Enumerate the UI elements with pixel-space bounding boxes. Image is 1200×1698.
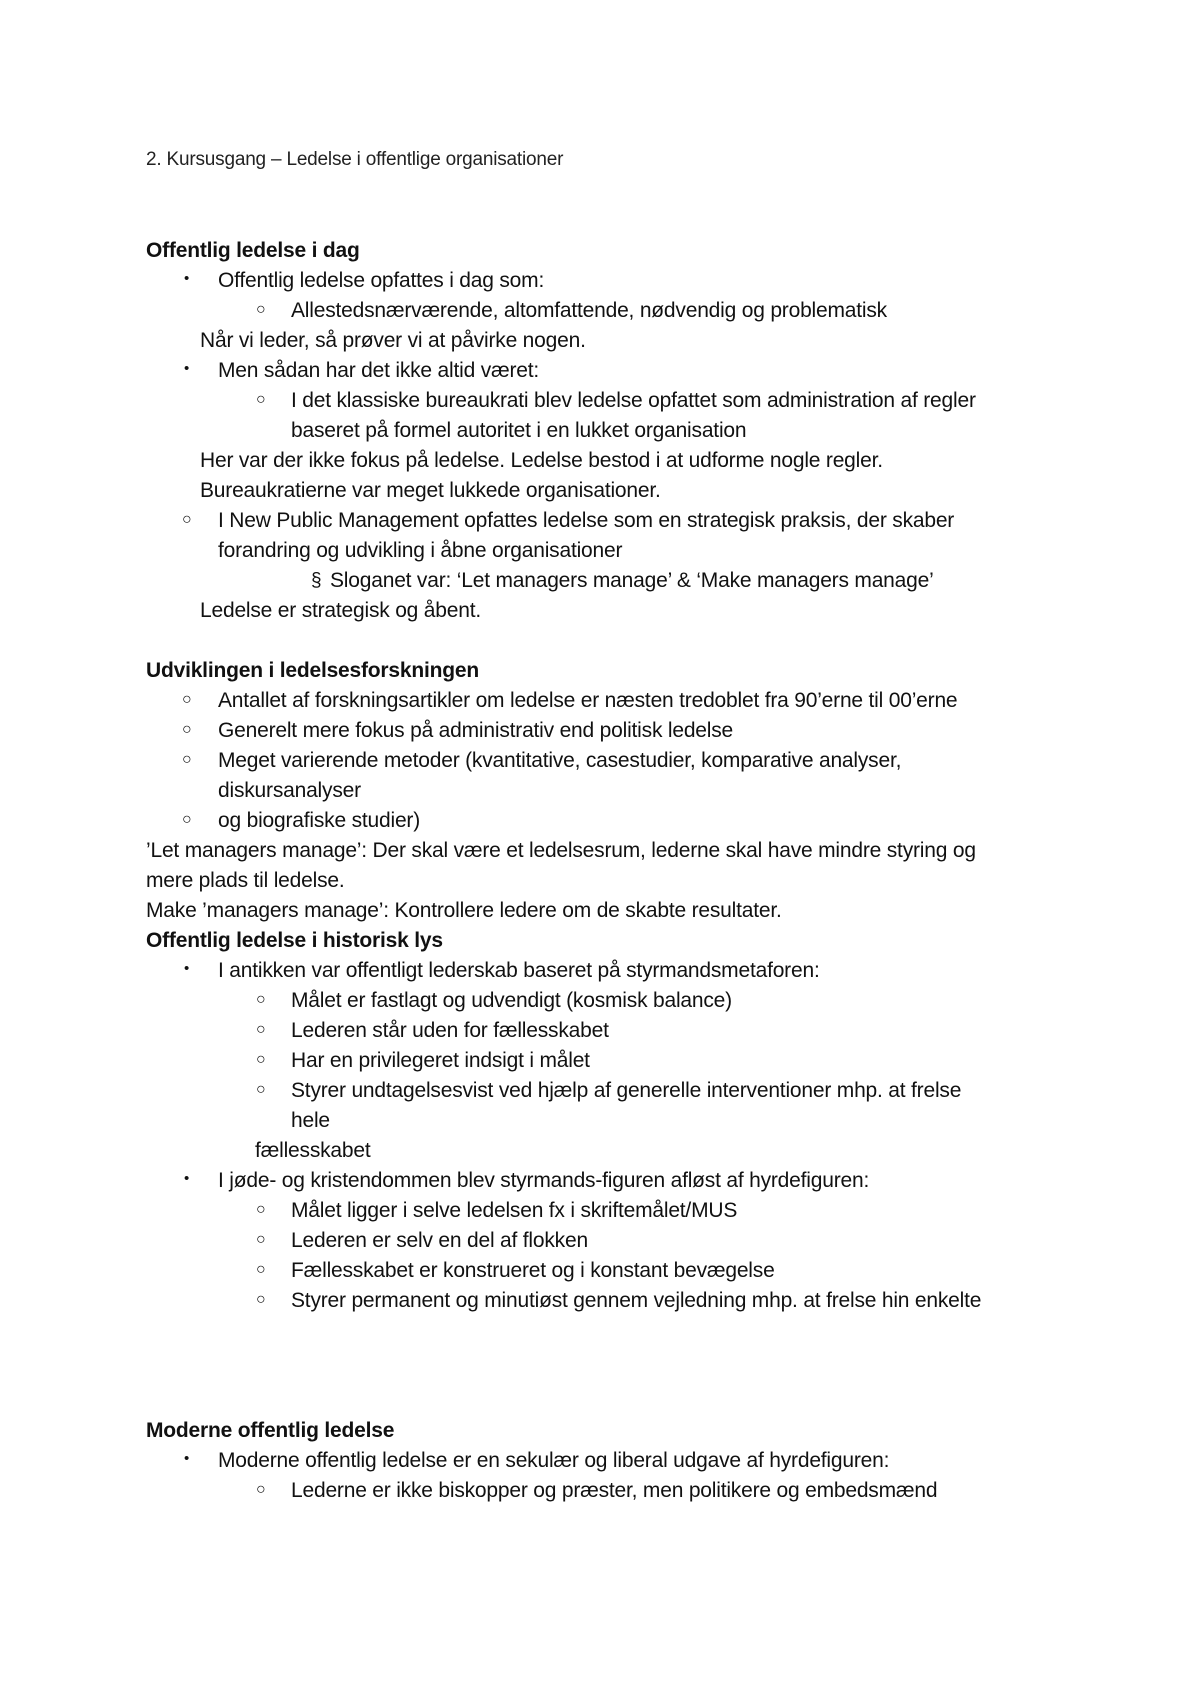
note-line: Ledelse er strategisk og åbent. — [200, 599, 481, 622]
circle-marker: ○ — [256, 1231, 266, 1248]
circle-marker: ○ — [182, 721, 192, 738]
list-item: Lederen er selv en del af flokken — [291, 1229, 588, 1252]
bullet-marker: • — [184, 360, 190, 377]
circle-marker: ○ — [256, 991, 266, 1008]
list-item: I jøde- og kristendommen blev styrmands-figuren afløst af hyrdefiguren: — [218, 1169, 870, 1192]
list-item: Lederne er ikke biskopper og præster, men politikere og embedsmænd — [291, 1479, 938, 1502]
list-item: I det klassiske bureaukrati blev ledelse opfattet som administration af regler — [291, 389, 976, 412]
circle-marker: ○ — [256, 1021, 266, 1038]
circle-marker: ○ — [256, 1261, 266, 1278]
list-item: og biografiske studier) — [218, 809, 421, 832]
list-item: Offentlig ledelse opfattes i dag som: — [218, 269, 545, 292]
circle-marker: ○ — [256, 1081, 266, 1098]
list-item: Lederen står uden for fællesskabet — [291, 1019, 609, 1042]
section-heading: Moderne offentlig ledelse — [146, 1419, 395, 1442]
circle-marker: ○ — [256, 301, 266, 318]
circle-marker: ○ — [256, 1291, 266, 1308]
list-item-continuation: hele — [291, 1109, 330, 1132]
list-item: Styrer permanent og minutiøst gennem vejledning mhp. at frelse hin enkelte — [291, 1289, 982, 1312]
circle-marker: ○ — [182, 511, 192, 528]
section-heading: Udviklingen i ledelsesforskningen — [146, 659, 479, 682]
list-item: Har en privilegeret indsigt i målet — [291, 1049, 590, 1072]
section-heading: Offentlig ledelse i dag — [146, 239, 360, 262]
list-item: Generelt mere fokus på administrativ end politisk ledelse — [218, 719, 734, 742]
list-item: I antikken var offentligt lederskab baseret på styrmandsmetaforen: — [218, 959, 820, 982]
circle-marker: ○ — [256, 1201, 266, 1218]
list-item: Fællesskabet er konstrueret og i konstant bevægelse — [291, 1259, 775, 1282]
circle-marker: ○ — [256, 1481, 266, 1498]
paragraph-line: ’Let managers manage’: Der skal være et ledelsesrum, lederne skal have mindre styring og — [146, 839, 976, 862]
paragraph-line: Make ’managers manage’: Kontrollere ledere om de skabte resultater. — [146, 899, 782, 922]
paragraph-line: mere plads til ledelse. — [146, 869, 345, 892]
list-item: Meget varierende metoder (kvantitative, casestudier, komparative analyser, — [218, 749, 902, 772]
circle-marker: ○ — [182, 811, 192, 828]
note-line: Her var der ikke fokus på ledelse. Ledelse bestod i at udforme nogle regler. — [200, 449, 883, 472]
list-item: Styrer undtagelsesvist ved hjælp af generelle interventioner mhp. at frelse — [291, 1079, 962, 1102]
list-item-continuation: fællesskabet — [255, 1139, 371, 1162]
list-item: Men sådan har det ikke altid været: — [218, 359, 540, 382]
bullet-marker: • — [184, 1450, 190, 1467]
list-item: Sloganet var: ‘Let managers manage’ & ‘Make managers manage’ — [330, 569, 934, 592]
section-heading: Offentlig ledelse i historisk lys — [146, 929, 443, 952]
section-sign-marker: § — [311, 570, 322, 591]
list-item: I New Public Management opfattes ledelse som en strategisk praksis, der skaber — [218, 509, 955, 532]
bullet-marker: • — [184, 960, 190, 977]
note-line: Bureaukratierne var meget lukkede organisationer. — [200, 479, 661, 502]
circle-marker: ○ — [182, 691, 192, 708]
list-item: Moderne offentlig ledelse er en sekulær og liberal udgave af hyrdefiguren: — [218, 1449, 890, 1472]
list-item-continuation: baseret på formel autoritet i en lukket organisation — [291, 419, 747, 442]
document-title: 2. Kursusgang – Ledelse i offentlige organisationer — [146, 149, 564, 170]
list-item-continuation: diskursanalyser — [218, 779, 361, 802]
list-item: Målet er fastlagt og udvendigt (kosmisk balance) — [291, 989, 732, 1012]
list-item: Antallet af forskningsartikler om ledelse er næsten tredoblet fra 90’erne til 00’erne — [218, 689, 958, 712]
bullet-marker: • — [184, 270, 190, 287]
circle-marker: ○ — [182, 751, 192, 768]
circle-marker: ○ — [256, 1051, 266, 1068]
bullet-marker: • — [184, 1170, 190, 1187]
list-item-continuation: forandring og udvikling i åbne organisationer — [218, 539, 623, 562]
list-item: Allestedsnærværende, altomfattende, nødvendig og problematisk — [291, 299, 887, 322]
list-item: Målet ligger i selve ledelsen fx i skriftemålet/MUS — [291, 1199, 738, 1222]
circle-marker: ○ — [256, 391, 266, 408]
note-line: Når vi leder, så prøver vi at påvirke nogen. — [200, 329, 586, 352]
